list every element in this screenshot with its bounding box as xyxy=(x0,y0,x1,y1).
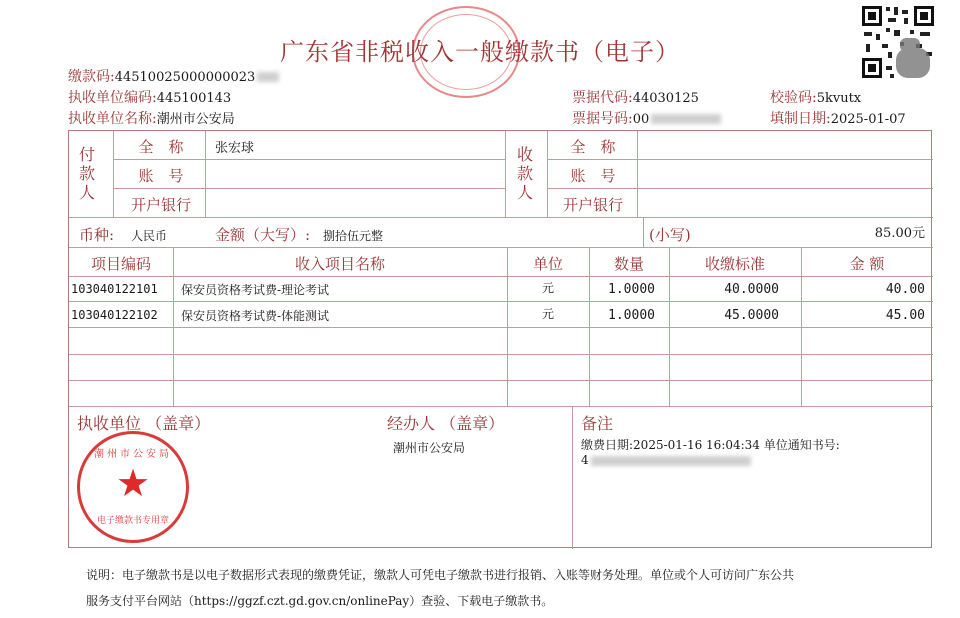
explanation-line2: 服务支付平台网站（https://ggzf.czt.gd.gov.cn/onlinePay）查验、下载电子缴款书。 xyxy=(86,594,554,608)
notice-number-redaction xyxy=(591,456,751,466)
col-header-code: 项目编码 xyxy=(90,255,151,273)
payer-side-label: 付款人 xyxy=(79,145,96,202)
bill-code-value: 44030125 xyxy=(632,91,699,106)
unit-code xyxy=(68,87,231,107)
seal-bottom-text: 电子缴款书专用章 xyxy=(96,516,169,526)
row-divider xyxy=(113,159,505,160)
handler-label: 经办人 （盖章） xyxy=(387,414,505,433)
item-code: 103040122101 xyxy=(71,282,158,296)
pay-code xyxy=(68,66,279,86)
row-divider xyxy=(547,188,933,189)
col-header-qty: 数量 xyxy=(613,255,644,273)
item-name: 保安员资格考试费-体能测试 xyxy=(181,309,330,323)
bill-no-label: 票据号码: xyxy=(572,111,633,127)
fill-date xyxy=(770,108,906,128)
payer-account-label: 账 号 xyxy=(138,167,184,185)
document-title: 广东省非税收入一般缴款书（电子） xyxy=(280,38,680,66)
bill-no-value: 00 xyxy=(632,112,650,127)
row-divider xyxy=(547,159,933,160)
col-header-unit: 单位 xyxy=(532,255,563,273)
bill-no xyxy=(572,108,721,128)
row-divider xyxy=(113,188,505,189)
row-divider xyxy=(69,276,933,277)
unit-name-value: 潮州市公安局 xyxy=(156,112,235,127)
bill-code xyxy=(572,87,699,107)
pay-code-redaction xyxy=(257,72,279,82)
item-std: 40.0000 xyxy=(724,282,779,297)
seal-top-text: 潮州市公安局 xyxy=(94,449,172,460)
col-header-name: 收入项目名称 xyxy=(294,255,385,273)
unit-name-label: 执收单位名称: xyxy=(68,111,157,127)
unit-name xyxy=(68,108,235,128)
remark-line2-row xyxy=(581,453,751,467)
bill-no-redaction xyxy=(651,114,721,124)
payee-name-label: 全 称 xyxy=(570,138,616,156)
currency-label: 币种: xyxy=(79,226,115,244)
col-header-amount: 金 额 xyxy=(849,255,885,273)
pay-code-label: 缴款码: xyxy=(68,69,115,85)
check-code xyxy=(770,87,861,107)
col-divider xyxy=(643,217,644,247)
unit-code-label: 执收单位编码: xyxy=(68,90,157,106)
item-std: 45.0000 xyxy=(724,308,779,323)
fill-date-value: 2025-01-07 xyxy=(830,112,906,127)
item-name: 保安员资格考试费-理论考试 xyxy=(181,283,330,297)
remark-line1: 缴费日期:2025-01-16 16:04:34 单位通知书号: xyxy=(581,438,840,452)
col-divider xyxy=(113,131,114,217)
seal-star-icon: ★ xyxy=(115,461,151,505)
amount-upper-value: 捌拾伍元整 xyxy=(323,229,384,243)
item-unit: 元 xyxy=(541,281,554,295)
row-divider xyxy=(69,354,933,355)
col-header-std: 收缴标准 xyxy=(704,255,765,273)
row-divider xyxy=(69,406,933,407)
col-divider xyxy=(205,131,206,217)
currency-value: 人民币 xyxy=(131,229,168,243)
check-code-value: 5kvutx xyxy=(816,91,862,106)
payment-table xyxy=(68,130,932,548)
check-code-label: 校验码: xyxy=(770,90,817,106)
remark-label: 备注 xyxy=(581,414,614,433)
payer-bank-label: 开户银行 xyxy=(130,196,191,214)
row-divider xyxy=(69,380,933,381)
unit-code-value: 445100143 xyxy=(156,91,232,106)
payee-side-label: 收款人 xyxy=(517,145,534,202)
col-divider xyxy=(637,131,638,217)
bill-code-label: 票据代码: xyxy=(572,90,633,106)
amount-upper-label: 金额（大写）: xyxy=(215,226,311,244)
payee-account-label: 账 号 xyxy=(570,167,616,185)
unit-seal-label: 执收单位 （盖章） xyxy=(77,414,211,433)
item-amount: 40.00 xyxy=(885,282,925,297)
explanation-line1: 说明：电子缴款书是以电子数据形式表现的缴费凭证，缴款人可凭电子缴款书进行报销、入账等财务处理。单位或个人可访问广东公共 xyxy=(86,568,795,582)
row-divider xyxy=(69,247,933,248)
item-unit: 元 xyxy=(541,307,554,321)
col-divider xyxy=(547,131,548,217)
payer-name-label: 全 称 xyxy=(138,138,184,156)
row-divider xyxy=(69,217,933,218)
handler-value: 潮州市公安局 xyxy=(393,441,466,455)
amount-lower-value: 85.00元 xyxy=(874,226,925,241)
item-code: 103040122102 xyxy=(71,308,158,322)
row-divider xyxy=(69,327,933,328)
item-amount: 45.00 xyxy=(885,308,925,323)
amount-lower-label: (小写) xyxy=(649,226,691,244)
col-divider xyxy=(572,406,573,549)
col-divider xyxy=(505,131,506,217)
item-qty: 1.0000 xyxy=(608,282,655,297)
fill-date-label: 填制日期: xyxy=(770,111,831,127)
row-divider xyxy=(69,301,933,302)
remark-line2: 4 xyxy=(581,453,589,467)
payer-name-value: 张宏球 xyxy=(215,141,255,156)
payee-bank-label: 开户银行 xyxy=(562,196,623,214)
item-qty: 1.0000 xyxy=(608,308,655,323)
pay-code-value: 44510025000000023 xyxy=(114,70,256,85)
